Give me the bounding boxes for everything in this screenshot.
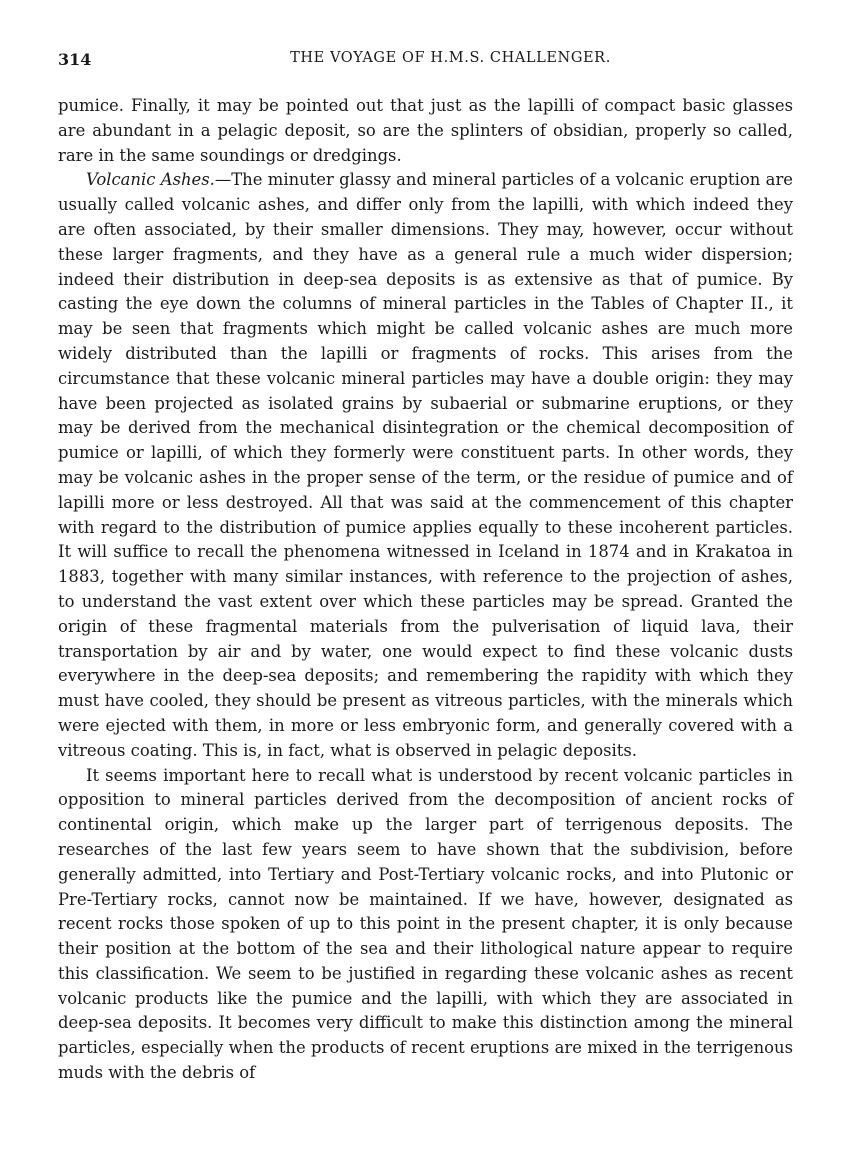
section-heading: Volcanic Ashes. [86, 170, 215, 190]
body-text [58, 94, 793, 1086]
paragraph-continuation: pumice. Finally, it may be pointed out that just as the lapilli of compact basic glasses are abundant in a pelagic deposit, so are the splinters of obsidian, properly so called, rare in the same soundings or dredgings. [58, 96, 793, 165]
paragraph-body: —The minuter glassy and mineral particles of a volcanic eruption are usually called volcanic ashes, and differ only from the lapilli, with which indeed they are often associated, by their smaller dimensions. They may, however, occur without these larger fragments, and they have as a general rule a much wider dispersion; indeed their distribution in deep-sea deposits is as extensive as that of pumice. By casting the eye down the columns of mineral particles in the Tables of Chapter II., it may be seen that fragments which might be called volcanic ashes are much more widely distributed than the lapilli or fragments of rocks. This arises from the circumstance that these volcanic mineral particles may have a double origin: they may have been projected as isolated grains by subaerial or submarine eruptions, or they may be derived from the mechanical disintegration or the chemical decomposition of pumice or lapilli, of which they formerly were constituent parts. In other words, they may be volcanic ashes in the proper sense of the term, or the residue of pumice and of lapilli more or less destroyed. All that was said at the commencement of this chapter with regard to the distribution of pumice applies equally to these incoherent particles. It will suffice to recall the phenomena witnessed in Iceland in 1874 and in Krakatoa in 1883, together with many similar instances, with reference to the projection of ashes, to understand the vast extent over which these particles may be spread. Granted the origin of these fragmental materials from the pulverisation of liquid lava, their transportation by air and by water, one would expect to find these volcanic dusts everywhere in the deep-sea deposits; and remembering the rapidity with which they must have cooled, they should be present as vitreous particles, with the minerals which were ejected with them, in more or less embryonic form, and generally covered with a vitreous coating. This is, in fact, what is observed in pelagic deposits. [58, 170, 793, 760]
page-number: 314 [58, 50, 92, 69]
paragraph-volcanic-ashes [58, 168, 793, 763]
running-head [58, 50, 793, 74]
running-title: THE VOYAGE OF H.M.S. CHALLENGER. [290, 50, 611, 66]
paragraph-recent-volcanic-particles: It seems important here to recall what is understood by recent volcanic particles in opposition to mineral particles derived from the decomposition of ancient rocks of continental origin, which make up the larger part of terrigenous deposits. The researches of the last few years seem to have shown that the subdivision, before generally admitted, into Tertiary and Post-Tertiary volcanic rocks, and into Plutonic or Pre-Tertiary rocks, cannot now be maintained. If we have, however, designated as recent rocks those spoken of up to this point in the present chapter, it is only because their position at the bottom of the sea and their lithological nature appear to require this classification. We seem to be justified in regarding these volcanic ashes as recent volcanic products like the pumice and the lapilli, with which they are associated in deep-sea deposits. It becomes very difficult to make this distinction among the mineral particles, especially when the products of recent eruptions are mixed in the terrigenous muds with the debris of [58, 765, 793, 1083]
